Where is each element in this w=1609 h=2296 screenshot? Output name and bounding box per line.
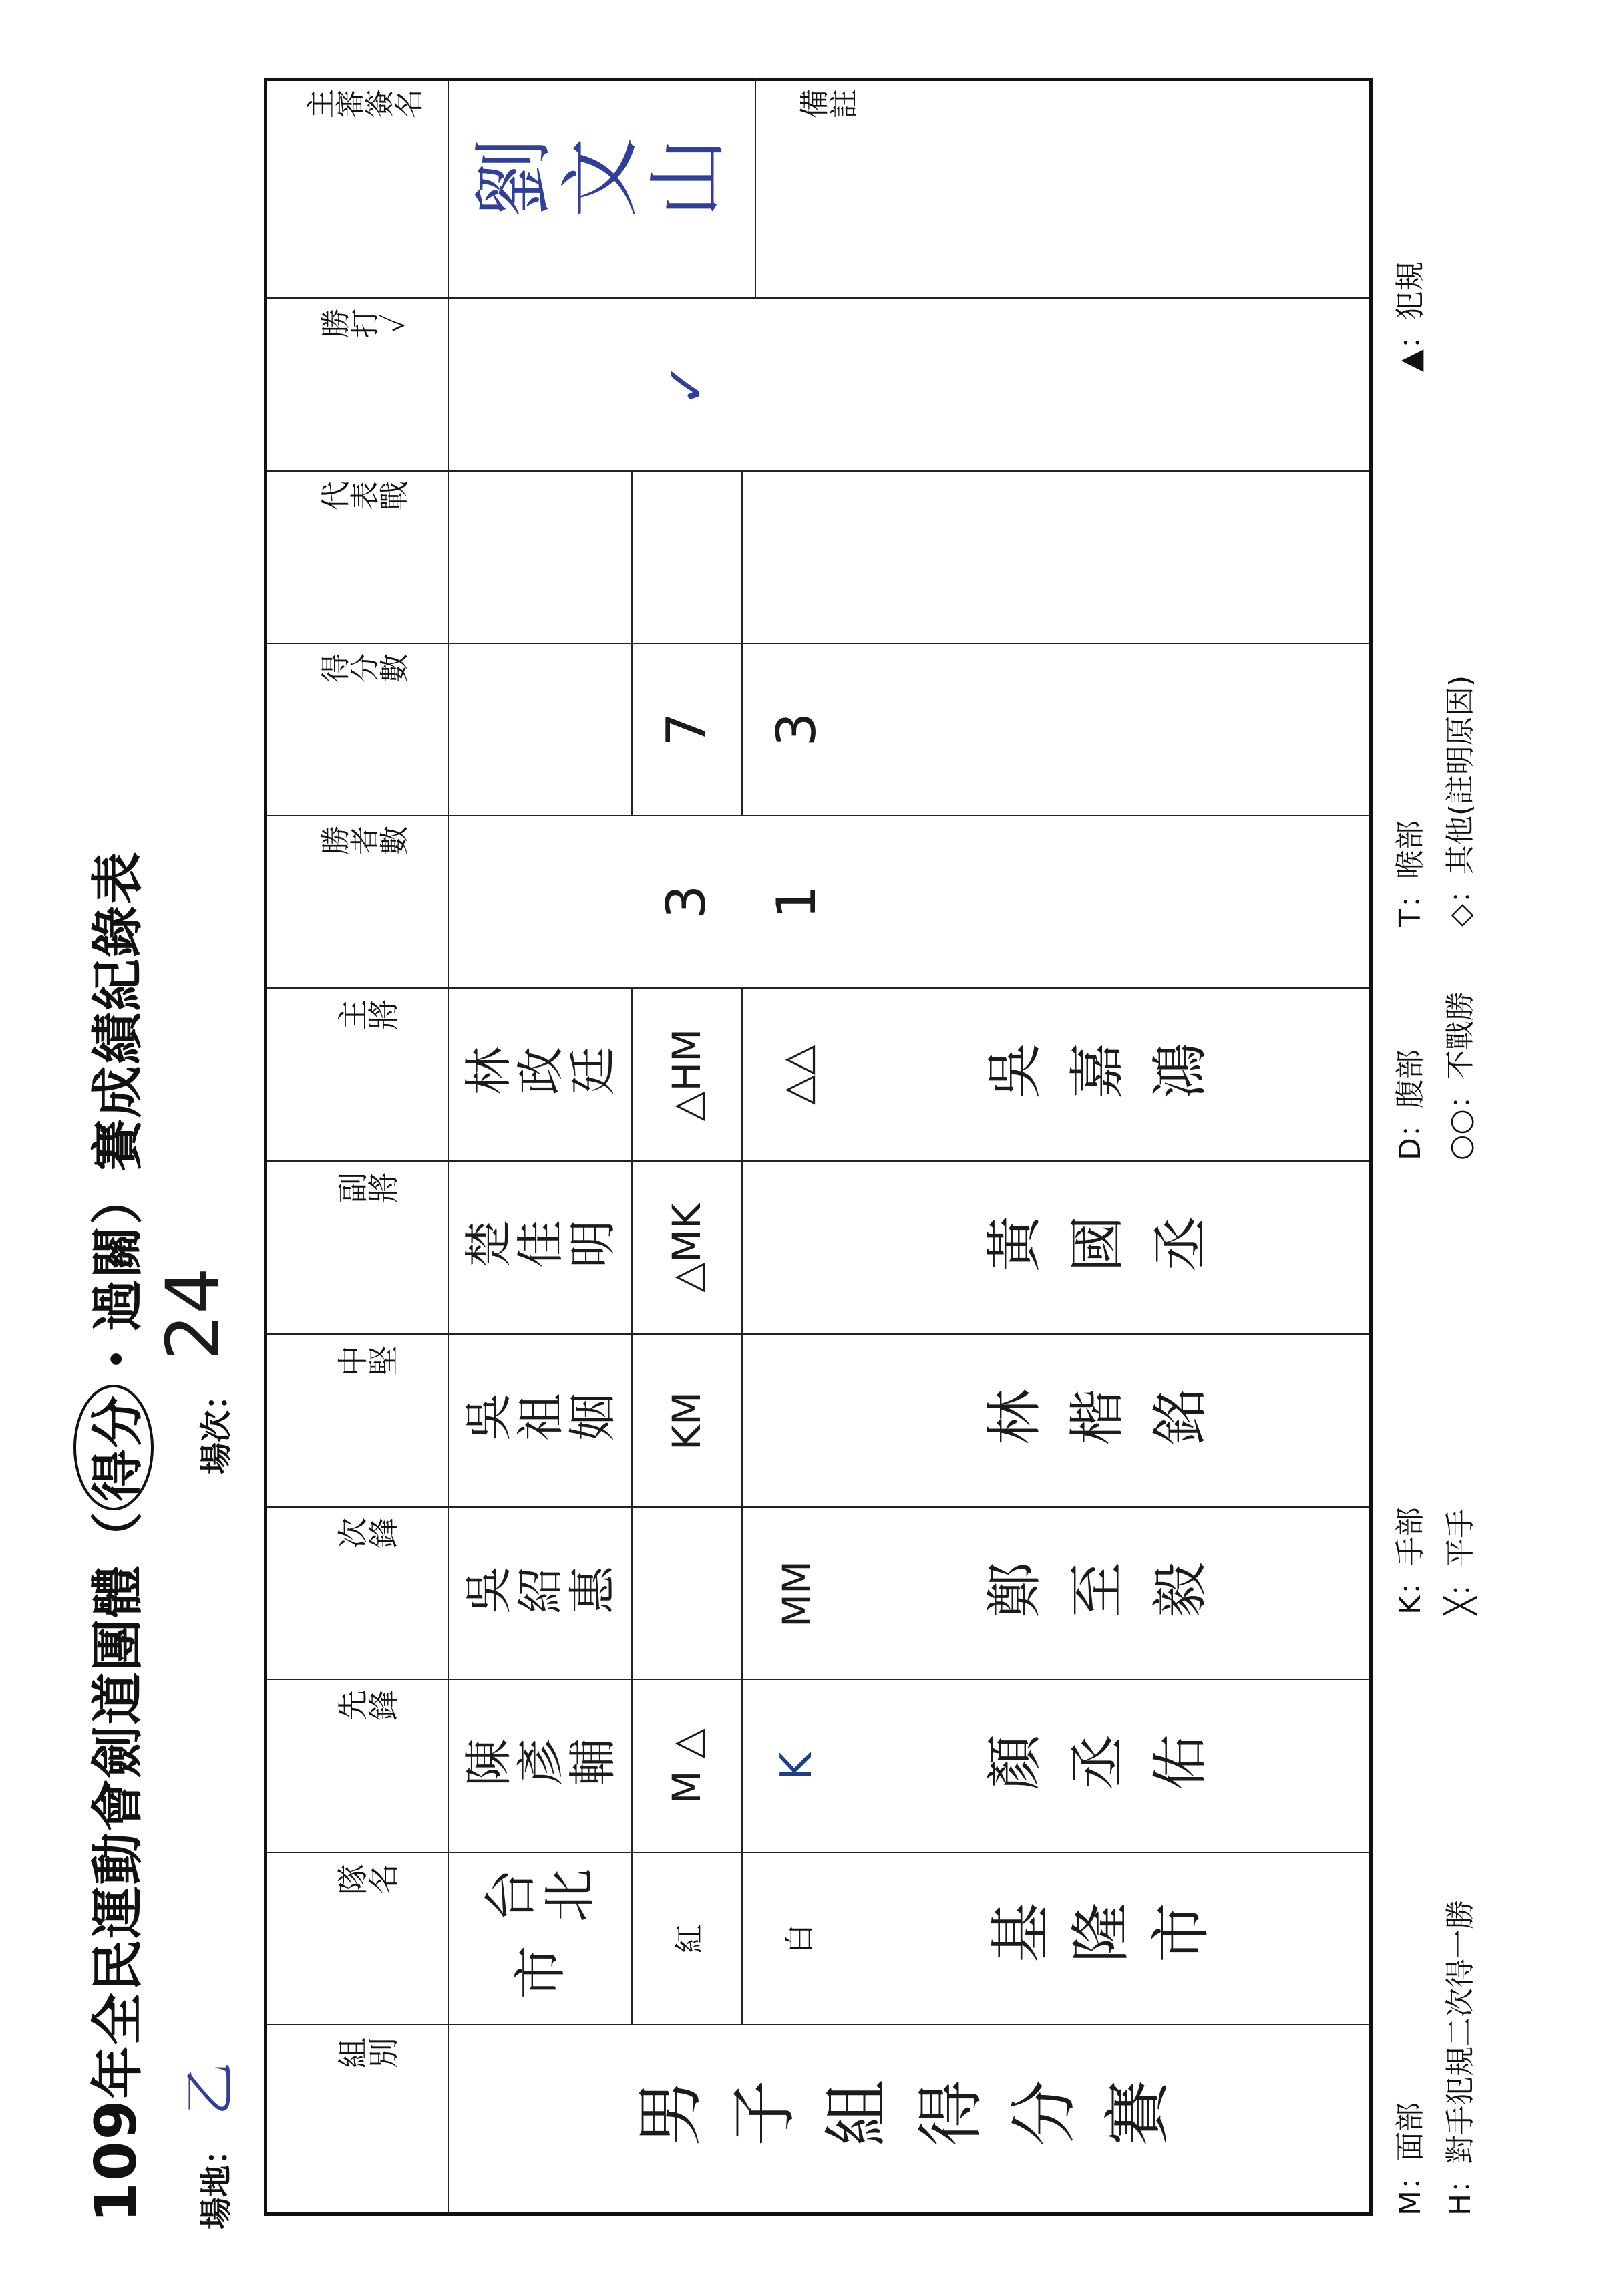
legend-x: ╳：平手 [1443, 1508, 1477, 1615]
legend-d: D：腹部 [1393, 1049, 1427, 1160]
team1-score-senpo: M △ [663, 1728, 709, 1804]
team1-player-chuken: 吳祖姻 [463, 1393, 619, 1449]
team1-player-senpo: 陳彥輔 [463, 1738, 619, 1794]
team1-player-taisho: 林政廷 [463, 1047, 619, 1103]
header-fukusho: 副將 [337, 1172, 398, 1208]
legend-m: M：面部 [1393, 2102, 1427, 2216]
team1-wins: 3 [655, 884, 717, 919]
legend-tri: ▲：犯規 [1393, 261, 1427, 372]
header-daihyo: 代表戰 [320, 482, 408, 516]
legend-oo: ○○：不戰勝 [1443, 991, 1477, 1160]
team2-score-senpo: K [771, 1752, 822, 1780]
header-senpo: 先鋒 [337, 1689, 398, 1726]
team1-winner-check: ✓ [655, 362, 717, 407]
header-winner-mark: 勝打✓ [320, 309, 408, 343]
legend-k: K：手部 [1393, 1507, 1427, 1615]
header-remarks: 備註 [799, 90, 858, 124]
header-referee: 主審簽名 [305, 90, 423, 124]
legend-diamond: ◇：其他(註明原因) [1443, 675, 1477, 927]
team2-points: 3 [765, 712, 828, 747]
team1-side: 紅 [672, 1924, 707, 1953]
team2-score-fukusho [745, 1168, 848, 1328]
header-wins: 勝者數 [320, 826, 408, 860]
team2-score-jiho: MM [773, 1560, 820, 1628]
header-chuken: 中堅 [337, 1345, 398, 1381]
team1-score-chuken: KM [663, 1391, 709, 1451]
team2-winner-check [745, 305, 848, 465]
team2-score-chuken [745, 1341, 848, 1501]
title-circled: 得分 [73, 1385, 154, 1510]
match-label: 場次： [198, 1377, 235, 1474]
team1-score-taisho: △HM [663, 1028, 709, 1122]
title-suffix: ・過關）賽成績紀錄表 [88, 850, 148, 1385]
title-prefix: 年全民運動會劍道團體（ [88, 1510, 148, 2099]
team2-score-taisho: △△ [773, 1045, 820, 1105]
group-value: 男子組得分賽 [635, 2080, 1196, 2158]
team2-side: 白 [782, 1924, 817, 1953]
team1-score-jiho [635, 1514, 738, 1674]
page-title [73, 85, 154, 2223]
team2-wins: 1 [765, 884, 828, 919]
venue-value: 乙 [179, 2062, 241, 2116]
team2-player-fukusho: 黃國丞 [985, 1215, 1233, 1281]
team2-player-chuken: 林楷銘 [985, 1388, 1233, 1454]
header-jiho: 次鋒 [337, 1517, 398, 1553]
team1-points: 7 [655, 712, 717, 747]
team1-score-fukusho: △MK [663, 1203, 709, 1293]
match-value: 24 [150, 1267, 236, 1361]
header-taisho: 主將 [337, 999, 398, 1035]
legend-t: T：喉部 [1393, 820, 1427, 927]
team2-player-senpo: 顏丞佑 [985, 1734, 1233, 1800]
team1-player-jiho: 吳紹惠 [463, 1566, 619, 1622]
header-points: 得分數 [320, 654, 408, 688]
title-year: 109 [83, 2098, 150, 2223]
team1-player-fukusho: 楚佳明 [463, 1220, 619, 1276]
team1-name: 台北市 [482, 1869, 600, 2008]
team2-name: 基隆市 [989, 1903, 1229, 1973]
results-table [264, 78, 1373, 2216]
header-group: 組別 [337, 2037, 398, 2073]
legend-h: H：對手犯規二次得一勝 [1443, 1899, 1477, 2216]
referee-signature: 劉文山 [471, 138, 731, 231]
team2-player-taisho: 吳嘉鴻 [985, 1042, 1233, 1108]
venue-label: 場地： [198, 2132, 235, 2229]
header-team: 隊名 [337, 1863, 398, 1899]
team2-player-jiho: 鄭至毅 [985, 1561, 1233, 1627]
